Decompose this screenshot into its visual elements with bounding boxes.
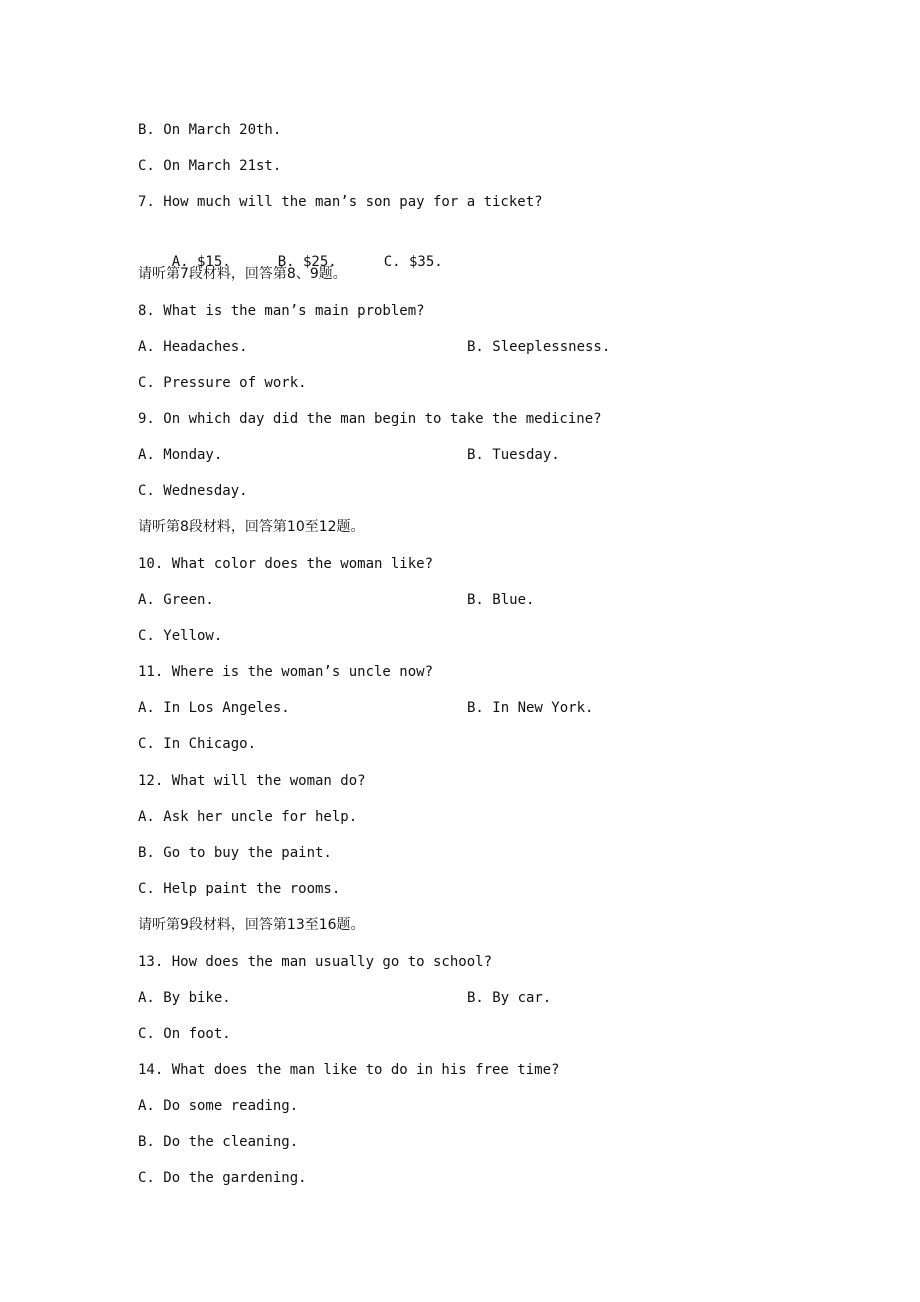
q11-option-c: C. In Chicago. [138,736,257,752]
q7-option-c: C. $35. [383,254,443,270]
question-13: 13. How does the man usually go to school? [138,954,493,970]
q7-options [138,226,443,270]
q9-option-b: B. Tuesday. [467,447,560,463]
q12-option-b: B. Go to buy the paint. [138,845,332,861]
q9-option-c: C. Wednesday. [138,483,248,499]
q11-option-b: B. In New York. [467,700,594,716]
q8-option-b: B. Sleeplessness. [467,339,611,355]
q6-option-c: C. On March 21st. [138,158,282,174]
section-7-instruction: 请听第7段材料，回答第8、9题。 [138,266,347,282]
section-8-instruction: 请听第8段材料，回答第10至12题。 [138,519,365,535]
q14-option-b: B. Do the cleaning. [138,1134,299,1150]
question-12: 12. What will the woman do? [138,773,366,789]
q7-option-b: B. $25. [277,254,337,270]
q8-option-a: A. Headaches. [138,339,248,355]
q13-option-a: A. By bike. [138,990,231,1006]
q13-option-c: C. On foot. [138,1026,231,1042]
section-9-instruction: 请听第9段材料，回答第13至16题。 [138,917,365,933]
q7-option-a: A. $15. [171,254,231,270]
q8-option-c: C. Pressure of work. [138,375,307,391]
question-14: 14. What does the man like to do in his free time? [138,1062,560,1078]
q6-option-b: B. On March 20th. [138,122,282,138]
q14-option-a: A. Do some reading. [138,1098,299,1114]
q10-option-b: B. Blue. [467,592,535,608]
question-7: 7. How much will the man’s son pay for a ticket? [138,194,543,210]
question-10: 10. What color does the woman like? [138,556,434,572]
q12-option-c: C. Help paint the rooms. [138,881,341,897]
q11-option-a: A. In Los Angeles. [138,700,290,716]
q13-option-b: B. By car. [467,990,552,1006]
q9-option-a: A. Monday. [138,447,223,463]
question-8: 8. What is the man’s main problem? [138,303,425,319]
q10-option-c: C. Yellow. [138,628,223,644]
q12-option-a: A. Ask her uncle for help. [138,809,358,825]
q14-option-c: C. Do the gardening. [138,1170,307,1186]
q10-option-a: A. Green. [138,592,214,608]
question-11: 11. Where is the woman’s uncle now? [138,664,434,680]
question-9: 9. On which day did the man begin to take the medicine? [138,411,602,427]
